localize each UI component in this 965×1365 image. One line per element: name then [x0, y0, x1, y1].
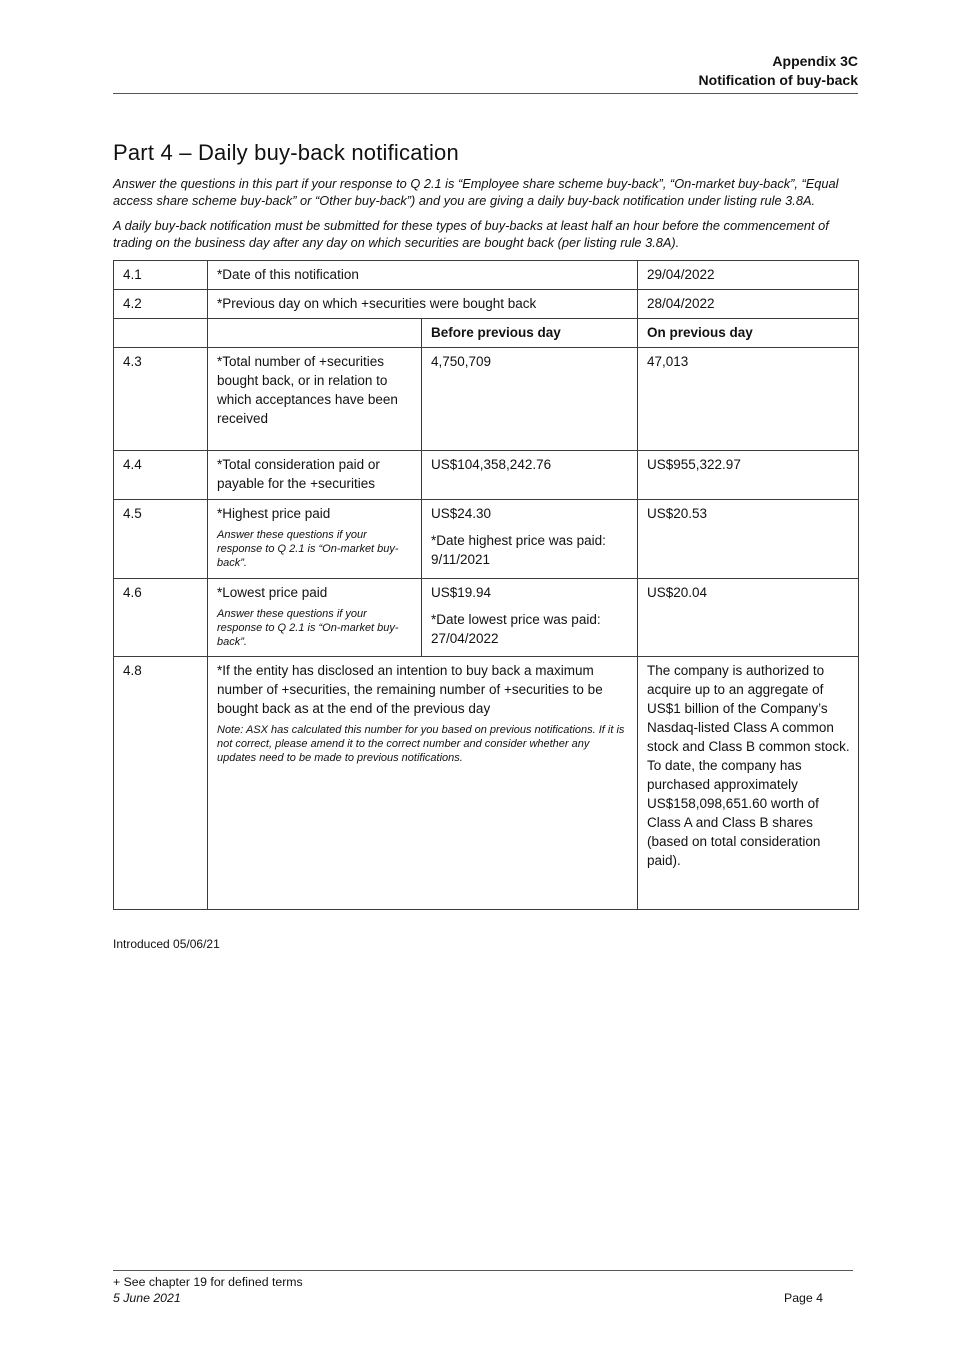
before-value-cell: 4,750,709	[422, 348, 638, 451]
footer-date: 5 June 2021	[113, 1291, 181, 1305]
doc-subtitle: Notification of buy-back	[698, 72, 858, 88]
intro-paragraph-2: A daily buy-back notification must be submitted for these types of buy-backs at least half an hour before the commencement of trading on the business day after any day on which securities are bought back (per listing rule 3.8A).	[113, 218, 829, 250]
question-cell	[208, 500, 422, 579]
document-page	[113, 0, 858, 951]
question-note: Note: ASX has calculated this number for you based on previous notifications. If it is not correct, please amend it to the correct number and consider whether any updates need to be made to previous notifications.	[217, 724, 625, 764]
row-number: 4.3	[114, 348, 208, 451]
question-text: *Lowest price paid	[217, 585, 328, 600]
before-value-cell: US$104,358,242.76	[422, 451, 638, 500]
question-cell: *Date of this notification	[208, 261, 638, 290]
on-value-cell: US$20.53	[638, 500, 859, 579]
buyback-table	[113, 260, 859, 910]
page-number: Page 4	[784, 1291, 823, 1305]
empty-cell	[114, 319, 208, 348]
empty-cell	[208, 319, 422, 348]
before-value-cell	[422, 579, 638, 657]
row-number: 4.8	[114, 657, 208, 910]
question-text: *Highest price paid	[217, 506, 331, 521]
table-row-4-2	[114, 290, 859, 319]
intro-paragraph-1: Answer the questions in this part if your response to Q 2.1 is “Employee share scheme buy-back”, “On-market buy-back”, “Equal access share scheme buy-back” or “Other buy-back”) and you are giving a daily buy-back notification under listing rule 3.8A.	[113, 176, 839, 208]
introduced-note: Introduced 05/06/21	[113, 937, 220, 951]
table-row-4-1	[114, 261, 859, 290]
row-number: 4.1	[114, 261, 208, 290]
footer-rule	[113, 1270, 853, 1271]
answer-cell: 29/04/2022	[638, 261, 859, 290]
table-row-4-5	[114, 500, 859, 579]
column-header-on: On previous day	[638, 319, 859, 348]
doc-header	[113, 52, 858, 90]
on-value-cell: US$20.04	[638, 579, 859, 657]
defined-terms-note: + See chapter 19 for defined terms	[113, 1275, 303, 1289]
question-note: Answer these questions if your response to Q 2.1 is “On-market buy-back”.	[217, 529, 399, 569]
question-cell: *Previous day on which +securities were bought back	[208, 290, 638, 319]
row-number: 4.5	[114, 500, 208, 579]
before-date-note: *Date highest price was paid: 9/11/2021	[431, 533, 606, 567]
before-value: US$19.94	[431, 585, 492, 600]
question-cell: *Total consideration paid or payable for the +securities	[208, 451, 422, 500]
header-rule	[113, 93, 858, 94]
table-row-4-4	[114, 451, 859, 500]
row-number: 4.4	[114, 451, 208, 500]
before-value-cell	[422, 500, 638, 579]
before-value: US$24.30	[431, 506, 492, 521]
question-cell	[208, 579, 422, 657]
table-row-4-3	[114, 348, 859, 451]
column-header-before: Before previous day	[422, 319, 638, 348]
table-row-4-8	[114, 657, 859, 910]
appendix-label: Appendix 3C	[772, 53, 858, 69]
before-date-note: *Date lowest price was paid: 27/04/2022	[431, 612, 601, 646]
page-footer	[113, 1270, 853, 1306]
on-value-cell: 47,013	[638, 348, 859, 451]
on-value-cell: US$955,322.97	[638, 451, 859, 500]
table-column-header-row	[114, 319, 859, 348]
row-number: 4.2	[114, 290, 208, 319]
question-cell: *Total number of +securities bought back, or in relation to which acceptances have been received	[208, 348, 422, 451]
question-text: *If the entity has disclosed an intention to buy back a maximum number of +securities, the remaining number of +securities to be bought back as at the end of the previous day	[217, 663, 603, 716]
table-row-4-6	[114, 579, 859, 657]
answer-cell: 28/04/2022	[638, 290, 859, 319]
question-note: Answer these questions if your response to Q 2.1 is “On-market buy-back”.	[217, 608, 399, 648]
row-number: 4.6	[114, 579, 208, 657]
answer-cell: The company is authorized to acquire up to an aggregate of US$1 billion of the Company’s Nasdaq-listed Class A common stock and Class B common stock. To date, the company has purchased approximately US$158,098,651.60 worth of Class A and Class B shares (based on total consideration paid).	[638, 657, 859, 910]
page-title: Part 4 – Daily buy-back notification	[113, 140, 459, 165]
question-cell	[208, 657, 638, 910]
